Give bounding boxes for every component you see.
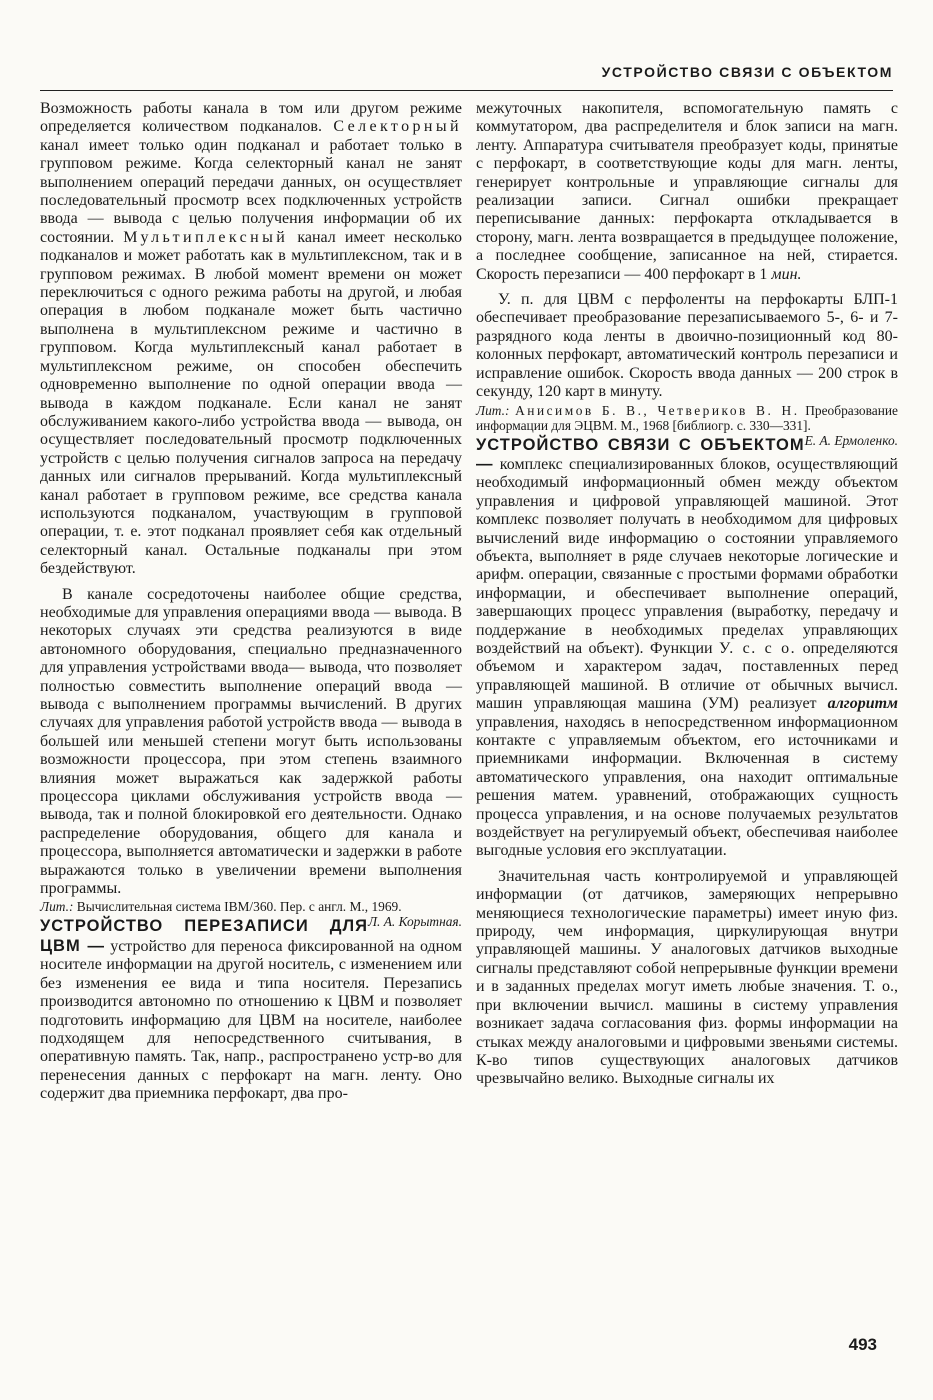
page-number: 493 (848, 1335, 877, 1354)
paragraph-channel-modes-text: Возможность работы канала в том или другом режиме определяется количеством подканалов. Селекторный канал имеет только один подканал и работает только в групповом режиме. Когда селекторный канал не занят выполнением операций передачи данных, он осуществляет последовательный просмотр всех подключенных устройств ввода — вывода с целью получения информации об их состоянии. Мультиплексный канал имеет несколько подканалов и может работать как в мультиплексном, так и в групповом режимах. В любой момент времени он может переключиться с одного режима работы на другой, и любая операция в любом подканале может быть частично выполнена в мультиплексном режиме и частично в групповом. Когда мультиплексный канал работает в мультиплексном режиме, он способен обеспечить одновременно выполнение по одной операции ввода — вывода в каждом подканале. Если канал не занят обслуживанием какого-либо устройства ввода — вывода, он осуществляет последовательный просмотр подключенных устройств с целью получения сигналов запроса на передачу данных или сигналов прерываний. Когда мультиплексный канал работает в групповом режиме, все средства канала используются подканалом, участвующим в групповой операции, т. е. этот подканал проявляет себя как отдельный селекторный канал. Остальные подканалы при этом бездействуют. (40, 100, 463, 578)
paragraph-gap (40, 579, 462, 586)
right-column (476, 100, 898, 1089)
literature-ref-2 (476, 402, 898, 448)
literature-label: Лит.: (40, 899, 74, 915)
entry-headword: УСТРОЙСТВО СВЯЗИ С ОБЪЕКТОМ — (476, 435, 805, 473)
entry-headword: УСТРОЙСТВО ПЕРЕЗАПИСИ ДЛЯ ЦВМ — (40, 917, 368, 955)
paragraph-gap (476, 284, 898, 291)
literature-ref-1 (40, 899, 462, 930)
entry-text-c: управления, находясь в непосредственном информационном контакте с управляемым объектом, его источниками и приемниками информации. Включенная в систему автоматического управления, она находит оптимальные решения матем. уравнений, отображающих сущность процесса управления, и на основе получаемых результатов воздействует на регулируемый объект, обеспечивая наиболее выгодные условия его эксплуатации. (476, 713, 898, 860)
entry-object-link-device (476, 436, 898, 861)
paragraph-continuation-text: межуточных накопителя, вспомогательную память с коммутатором, два распределителя и блок записи на магн. ленту. Аппаратура считывателя преобразует коды, принятые с перфокарт, в соответствующие коды для магн. ленты, генерирует контрольные и управляющие сигналы для реализации записи. Сигнал ошибки прекращает переписывание данных: перфокарта откладывается в сторону, магн. лента возвращается в предыдущее положение, а последнее сообщение, записанное на ней, стирается. Скорость перезаписи — 400 перфокарт в 1 (476, 100, 898, 283)
entry-text-b: определяются объемом и характером задач, поставленных перед управляющей машиной. В отличие от обычных вычисл. машин управляющая машина (УМ) реализует (476, 639, 898, 713)
entry-text: устройство для переноса фиксированной на одном носителе информации на другой носитель, с изменением или без изменения ее вида и типа носителя. Перезапись производится автономно по отношению к ЦВМ и позволяет подготовить информацию для ЦВМ на носителе, наиболее подходящем для непосредственного считывания, в оперативную память. Так, напр., распространено устр-во для перенесения данных с перфокарт на магн. ленту. Оно содержит два приемника перфокарт, два про- (40, 937, 463, 1103)
literature-author: Л. А. Корытная. (367, 914, 462, 930)
paragraph-blp1: У. п. для ЦВМ с перфоленты на перфокарты БЛП-1 обеспечивает преобразование перезаписываемого 5-, 6- и 7-разрядного кода ленты в двоично-позиционный код 80-колонных перфокарт, автоматический контроль перезаписи и исправление ошибок. Скорость ввода данных — 200 строк в секунду, 120 карт в минуту. (476, 291, 898, 401)
literature-label: Лит.: (476, 402, 510, 418)
paragraph-analog-sensors: Значительная часть контролируемой и управляющей информации (от датчиков, замеряющих непрерывно меняющиеся технологические параметры) имеет иную физ. природу, чем информация, циркулирующая внутри управляющей машины. У аналоговых датчиков выходные сигналы представляют собой непрерывные функции времени и в заданных пределах могут иметь любые значения. Т. о., при включении вычисл. машины в систему управления возникает задача согласования физ. формы информации на стыках между аналоговыми и цифровыми звеньями системы. К-во типов существующих аналоговых датчиков чрезвычайно велико. Выходные сигналы их (476, 867, 898, 1088)
unit-minute: мин. (771, 265, 802, 283)
literature-author: Е. А. Ермоленко. (804, 432, 898, 448)
left-column (40, 100, 462, 1104)
paragraph-gap (476, 861, 898, 868)
literature-text: Преобразование информации для ЭЦВМ. М., 1968 [библиогр. с. 330—331]. (476, 402, 898, 433)
entry-text-a: комплекс специализированных блоков, осуществляющий необходимый информационный обмен между объектом управления и цифровой управляющей машиной. Этот комплекс позволяет получать в необходимом для цифровых вычислений виде информацию о состоянии управляемого объекта, выполняет в ряде случаев некоторые логические и арифм. операции, связанные с простыми формами обработки информации, и обеспечивает выполнение операций, завершающих процесс управления (выработку, передачу и поддержание в необходимых пределах управляющих воздействий на объект). Функции (476, 455, 898, 657)
paragraph-channel-modes (40, 100, 462, 579)
entry-abbreviation: У. с. с о. (719, 639, 797, 657)
paragraph-channel-means: В канале сосредоточены наиболее общие средства, необходимые для управления операциями ввода — вывода. В некоторых случаях эти средства реализуются в виде автономного оборудования, специально предназначенного для управления устройствами ввода— вывода, что позволяет полностью совместить выполнение операций ввода — вывода с выполнением программы вычислений. В других случаях для управления работой устройств ввода — вывода в большей или меньшей степени могут быть использованы возможности процессора, при этом степень взаимного влияния может выражаться как задержкой работы процессора циклами обслуживания устройств ввода — вывода, так и полной блокировкой его деятельности. Однако распределение оборудования, общего для канала и процессора, выполняется автоматически и задержки в работе выражаются только в увеличении времени выполнения программы. (40, 585, 462, 898)
paragraph-continuation (476, 100, 898, 284)
entry-cross-reference: алгоритм (827, 695, 899, 713)
literature-authors: Анисимов Б. В., Четвериков В. Н. (515, 402, 800, 418)
entry-rewrite-device (40, 917, 462, 1103)
running-title: УСТРОЙСТВО СВЯЗИ С ОБЪЕКТОМ (601, 64, 893, 80)
running-header (40, 60, 893, 91)
literature-text: Вычислительная система IBM/360. Пер. с англ. М., 1969. (76, 899, 402, 915)
